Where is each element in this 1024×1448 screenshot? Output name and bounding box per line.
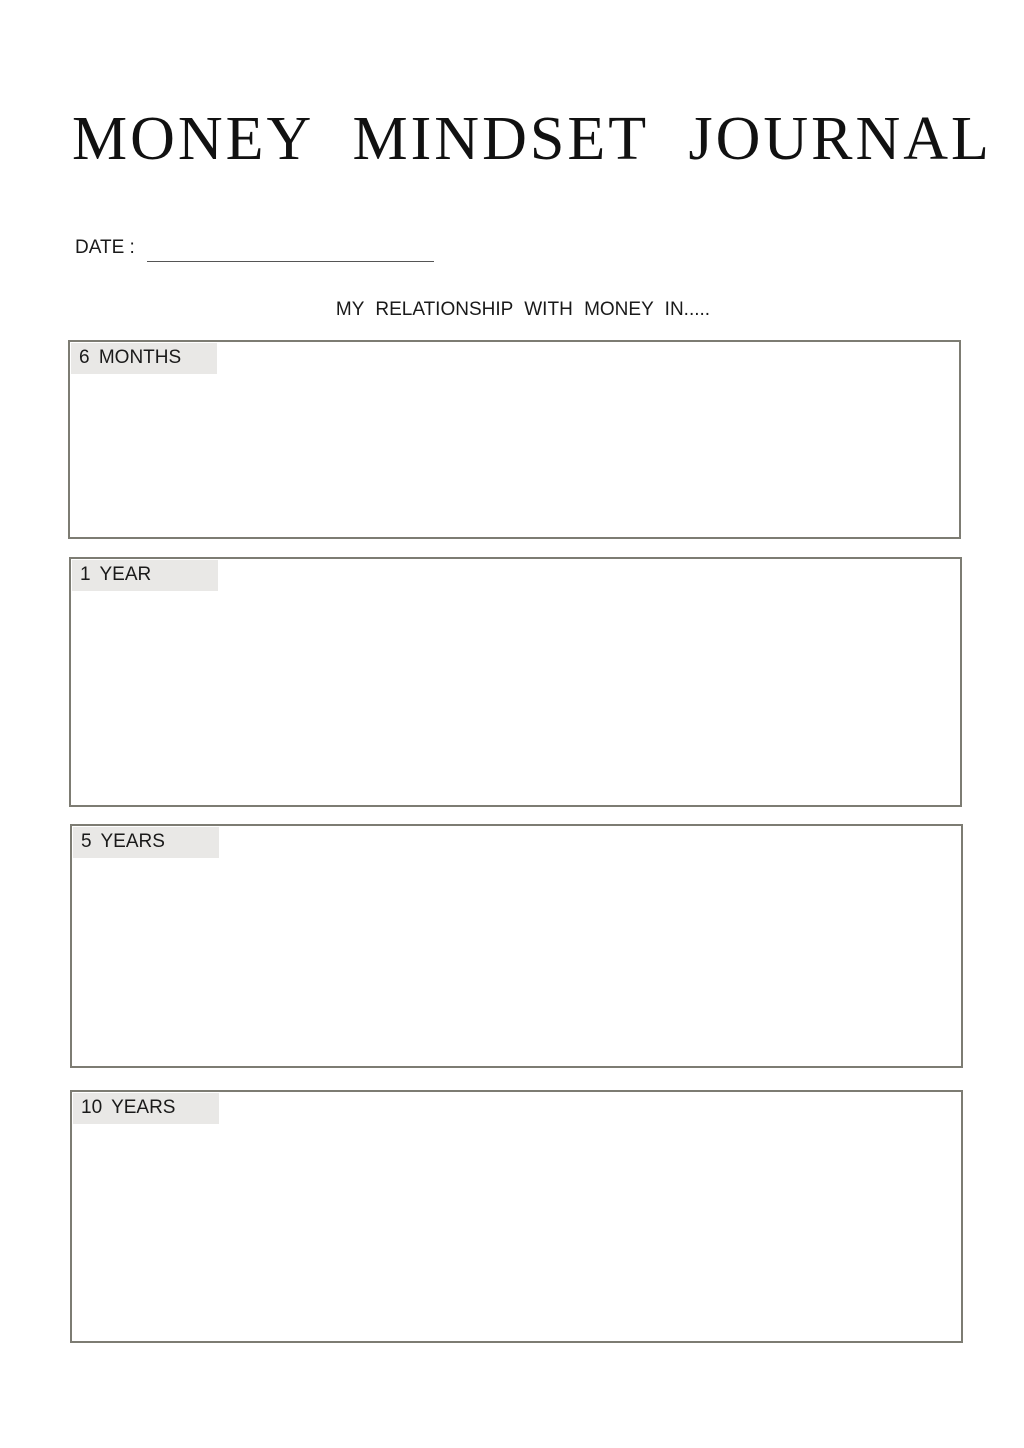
journal-box-label: 5 YEARS — [73, 827, 219, 858]
date-field[interactable] — [147, 261, 434, 262]
page-title: MONEY MINDSET JOURNAL — [72, 105, 992, 173]
section-heading: MY RELATIONSHIP WITH MONEY IN..... — [335, 299, 711, 320]
journal-box-label: 10 YEARS — [73, 1093, 219, 1124]
date-label: DATE : — [75, 237, 135, 258]
journal-box-1-year — [69, 557, 962, 807]
journal-box-10-years — [70, 1090, 963, 1343]
journal-box-6-months — [68, 340, 961, 539]
journal-box-label: 6 MONTHS — [71, 343, 217, 374]
journal-writing-area[interactable] — [70, 375, 959, 537]
journal-writing-area[interactable] — [72, 859, 961, 1066]
journal-box-label: 1 YEAR — [72, 560, 218, 591]
journal-box-5-years — [70, 824, 963, 1068]
journal-writing-area[interactable] — [71, 592, 960, 805]
journal-writing-area[interactable] — [72, 1125, 961, 1341]
